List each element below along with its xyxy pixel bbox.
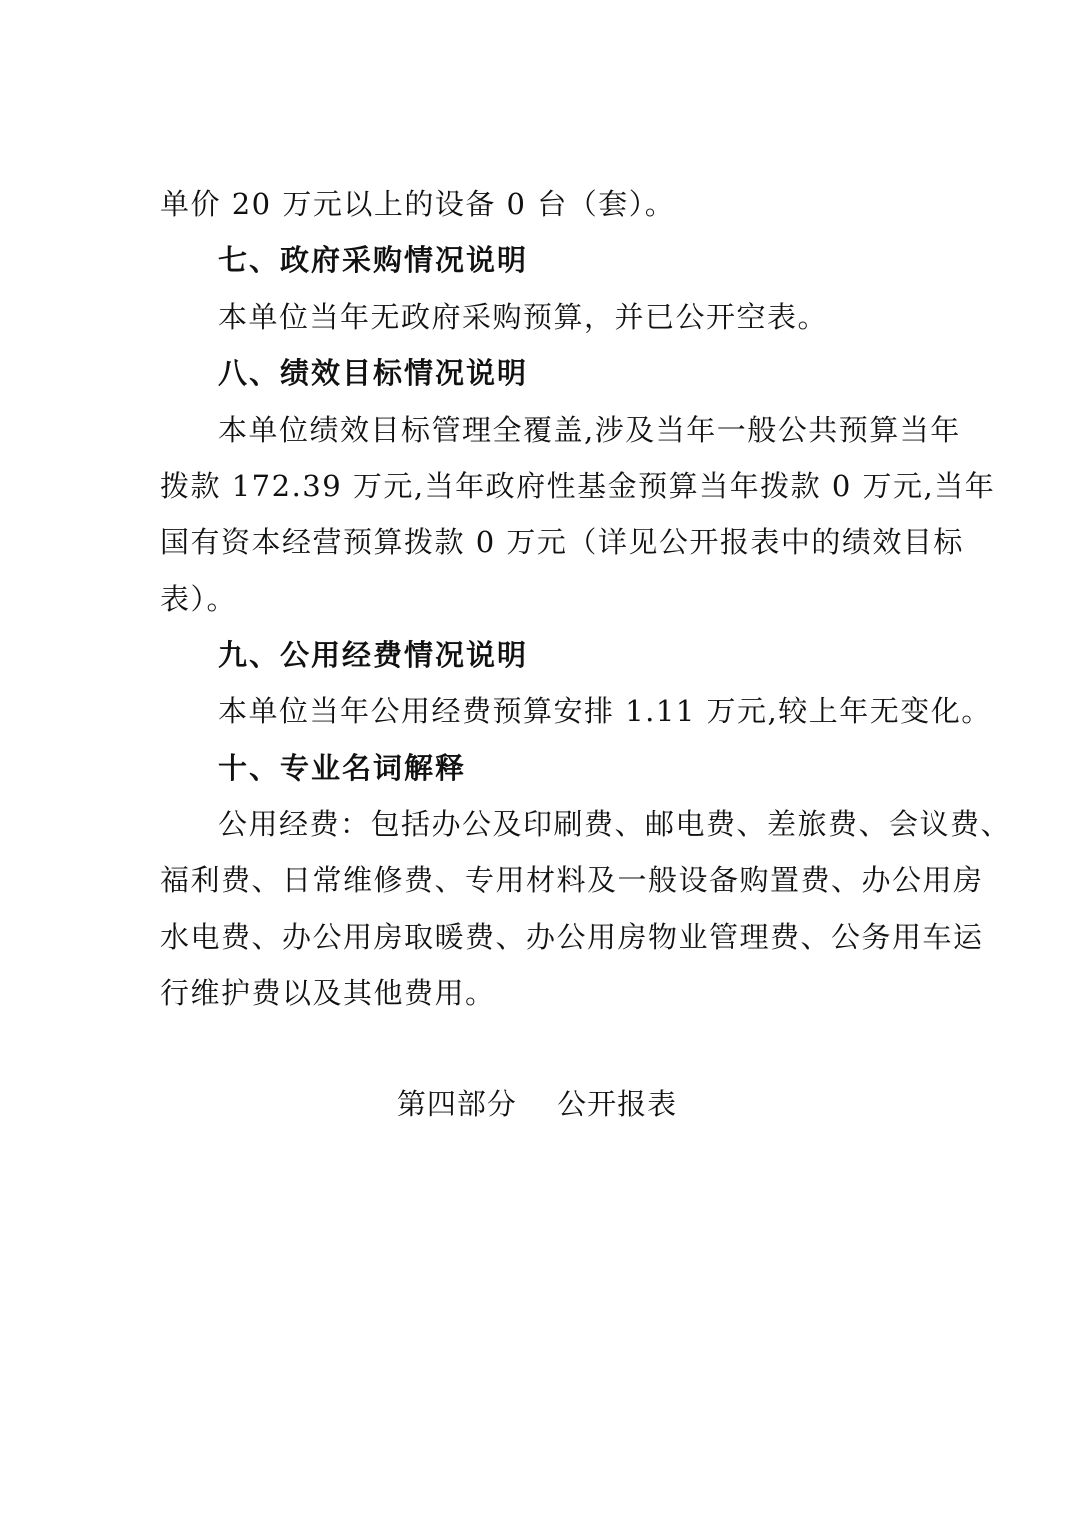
paragraph-line: 公用经费：包括办公及印刷费、邮电费、差旅费、会议费、 xyxy=(218,807,1012,841)
section-heading-7: 七、政府采购情况说明 xyxy=(218,243,529,277)
section-heading-8: 八、绩效目标情况说明 xyxy=(218,356,529,390)
paragraph-line: 本单位当年公用经费预算安排 1.11 万元,较上年无变化。 xyxy=(218,694,992,728)
part-title: 第四部分 公开报表 xyxy=(396,1087,678,1121)
paragraph-line: 本单位当年无政府采购预算，并已公开空表。 xyxy=(218,300,829,334)
paragraph-line: 行维护费以及其他费用。 xyxy=(160,976,496,1010)
paragraph-line: 本单位绩效目标管理全覆盖,涉及当年一般公共预算当年 xyxy=(218,413,961,447)
paragraph-line: 福利费、日常维修费、专用材料及一般设备购置费、办公用房 xyxy=(160,863,984,897)
paragraph-line: 国有资本经营预算拨款 0 万元（详见公开报表中的绩效目标 xyxy=(160,525,964,559)
paragraph-line: 水电费、办公用房取暖费、办公用房物业管理费、公务用车运 xyxy=(160,920,984,954)
paragraph-line: 拨款 172.39 万元,当年政府性基金预算当年拨款 0 万元,当年 xyxy=(160,469,996,503)
paragraph-line: 单价 20 万元以上的设备 0 台（套）。 xyxy=(160,187,676,221)
paragraph-line: 表）。 xyxy=(160,582,238,616)
section-heading-10: 十、专业名词解释 xyxy=(218,751,467,785)
section-heading-9: 九、公用经费情况说明 xyxy=(218,638,529,672)
